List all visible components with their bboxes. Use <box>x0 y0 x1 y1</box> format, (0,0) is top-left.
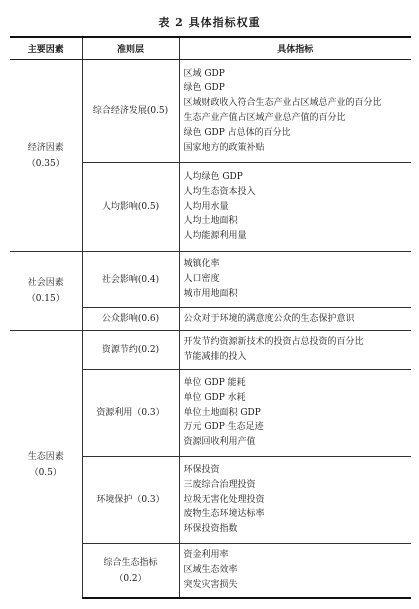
indicator-item: 公众对于环境的满意度公众的生态保护意识 <box>183 313 355 324</box>
indicator-item: 资源回收利用产值 <box>183 437 256 448</box>
indicator-item: 人均生态资本投入 <box>183 186 256 197</box>
factor-weight: （0.15） <box>26 294 65 304</box>
indicator-item: 万元 GDP 生态足迹 <box>183 422 264 433</box>
criterion-cell: 资源节约(0.2) <box>82 331 179 370</box>
factor-ecological <box>10 331 82 599</box>
header-main-factor: 主要因素 <box>10 37 82 60</box>
criterion-cell: 环境保护（0.3） <box>82 457 179 544</box>
indicator-item: 节能减排的投入 <box>183 352 247 362</box>
indicator-item: 资金利用率 <box>183 550 229 561</box>
indicator-list <box>179 370 411 457</box>
indicator-item: 区域财政收入符合生态产业占区域总产业的百分比 <box>183 98 382 109</box>
indicator-item: 突发灾害损失 <box>183 579 238 590</box>
factor-economic <box>10 60 82 252</box>
indicator-item: 城镇化率 <box>183 259 220 270</box>
indicator-item: 三废综合治理投资 <box>183 479 256 490</box>
indicator-item: 废物生态环境达标率 <box>183 509 265 520</box>
criterion-cell: 综合经济发展(0.5) <box>82 60 179 163</box>
indicator-item: 单位 GDP 水耗 <box>183 392 246 403</box>
indicator-item: 区域 GDP <box>183 68 225 79</box>
indicator-list <box>179 252 411 308</box>
criterion-cell: 社会影响(0.4) <box>82 252 179 308</box>
criterion-name: 综合生态指标 <box>103 557 158 568</box>
header-indicator: 具体指标 <box>179 37 411 60</box>
criterion-cell: 资源利用（0.3） <box>82 370 179 457</box>
indicator-list <box>179 163 411 252</box>
criterion-cell: 公众影响(0.6) <box>82 308 179 331</box>
criterion-cell <box>82 544 179 599</box>
indicator-list <box>179 544 411 599</box>
indicator-item: 人均用水量 <box>183 201 229 212</box>
header-criterion: 准则层 <box>82 37 179 60</box>
table-caption: 表 2 具体指标权重 <box>158 16 261 29</box>
indicator-item: 开发节约资源新技术的投资占总投资的百分比 <box>183 337 364 348</box>
indicator-item: 环保投资 <box>183 465 220 475</box>
indicator-list <box>179 308 411 331</box>
table-row <box>10 331 411 370</box>
indicator-item: 绿色 GDP <box>183 83 225 94</box>
indicator-item: 人均能源利用量 <box>183 231 247 242</box>
indicator-item: 城市用地面积 <box>183 288 238 299</box>
indicator-item: 人均绿色 GDP <box>183 172 243 182</box>
factor-name: 经济因素 <box>27 142 64 153</box>
indicator-weight-table <box>10 36 411 599</box>
table-header-row <box>10 37 411 60</box>
factor-name: 社会因素 <box>27 278 64 288</box>
criterion-weight: （0.2） <box>114 573 147 584</box>
table-row <box>10 252 411 308</box>
indicator-list <box>179 331 411 370</box>
indicator-item: 绿色 GDP 占总体的百分比 <box>183 127 291 138</box>
indicator-item: 环保投资指数 <box>183 524 238 535</box>
indicator-list <box>179 60 411 163</box>
indicator-item: 人口密度 <box>183 274 220 285</box>
table-row <box>10 60 411 163</box>
factor-name: 生态因素 <box>27 451 64 462</box>
criterion-cell: 人均影响(0.5) <box>82 163 179 252</box>
factor-weight: （0.5） <box>29 467 62 478</box>
indicator-item: 垃圾无害化处理投资 <box>183 494 265 505</box>
indicator-item: 单位土地面积 GDP <box>183 407 261 418</box>
indicator-list <box>179 457 411 544</box>
indicator-item: 人均土地面积 <box>183 216 238 227</box>
indicator-item: 国家地方的政策补贴 <box>183 142 265 153</box>
factor-social <box>10 252 82 331</box>
indicator-item: 生态产业产值占区域产业总产值的百分比 <box>183 113 346 123</box>
indicator-item: 单位 GDP 能耗 <box>183 378 246 388</box>
factor-weight: （0.35） <box>26 158 65 169</box>
indicator-item: 区域生态效率 <box>183 565 238 576</box>
